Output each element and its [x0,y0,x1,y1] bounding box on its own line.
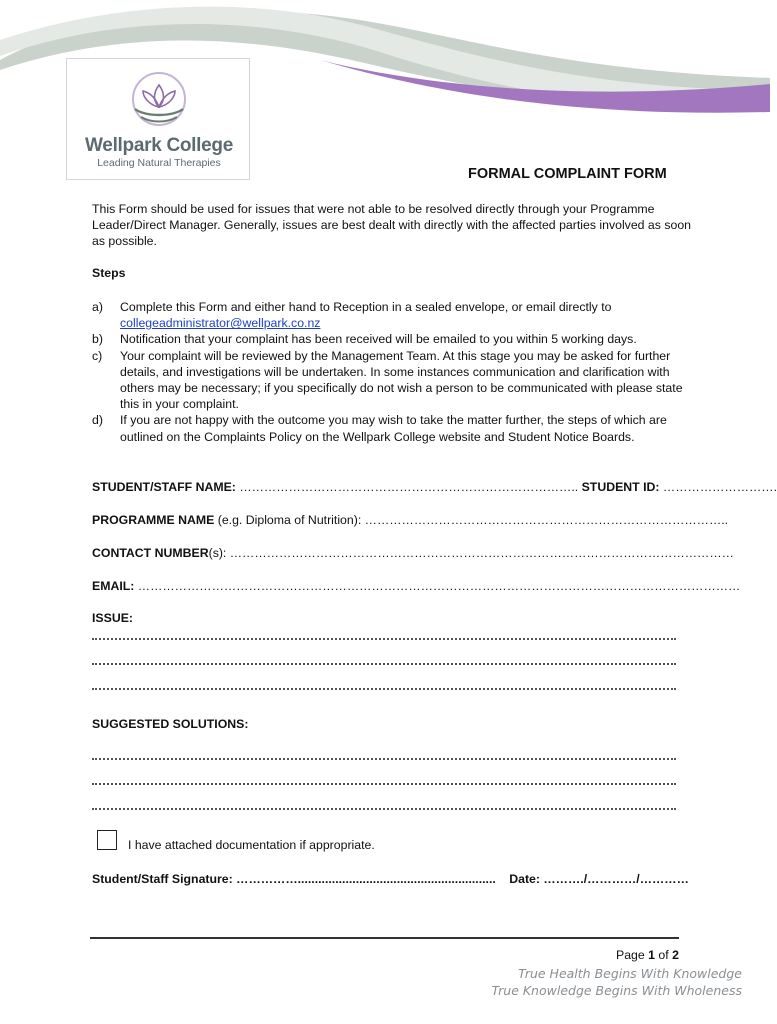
slogan-line-2: True Knowledge Begins With Wholeness [491,983,742,998]
issue-line[interactable] [92,626,676,640]
page-of: of [658,948,669,962]
footer-rule [90,937,679,939]
email-label: EMAIL: [92,579,135,593]
step-c [92,348,692,413]
date-field[interactable]: Date: ………./…………/………… [509,872,689,886]
solutions-label: SUGGESTED SOLUTIONS: [92,717,249,731]
step-marker: c) [92,348,103,363]
college-logo [66,58,250,180]
step-text: Notification that your complaint has been received will be emailed to you within 5 working days. [120,332,637,347]
solutions-line[interactable] [92,746,676,760]
page-current: 1 [648,948,655,962]
page-prefix: Page [616,948,645,962]
intro-paragraph: This Form should be used for issues that were not able to be resolved directly through your Programme Leader/Direct Manager. Generally, issues are best dealt with directly with the affected parties involved as soon as possible. [92,202,691,249]
steps-heading: Steps [92,266,126,280]
programme-label: PROGRAMME NAME [92,513,215,527]
student-id-field[interactable]: ………………………. [662,480,777,494]
slogan-line-1: True Health Begins With Knowledge [518,966,742,981]
student-id-label: STUDENT ID: [581,480,660,494]
step-text: Your complaint will be reviewed by the Management Team. At this stage you may be asked for further details, and investigations will be undertaken. In some instances communication and clarification with others may be necessary; if you specifically do not wish a person to be communicated with please state this in your complaint. [120,348,683,412]
steps-list [92,299,692,445]
step-a [92,299,692,331]
email-link[interactable]: collegeadministrator@wellpark.co.nz [120,316,321,331]
documentation-label: I have attached documentation if appropriate. [128,838,375,852]
step-b [92,331,692,347]
issue-line[interactable] [92,676,676,690]
step-marker: a) [92,300,103,314]
contact-field[interactable]: (s): …………………………………………………………………………………………………………… [208,546,734,560]
programme-field[interactable]: (e.g. Diploma of Nutrition): …………………………………………………………………………….. [217,513,729,527]
page-title: FORMAL COMPLAINT FORM [468,166,667,182]
solutions-line[interactable] [92,771,676,785]
logo-name: Wellpark College [85,135,233,156]
name-label: STUDENT/STAFF NAME: [92,480,236,494]
lotus-icon [119,71,199,131]
page-total: 2 [672,948,679,962]
step-text: If you are not happy with the outcome you may wish to take the matter further, the steps of which are outlined on the Complaints Policy on the Wellpark College website and Student Notice Boards. [120,413,667,444]
programme-row [92,513,729,527]
name-field[interactable]: ……………………………………………………………………….. [239,480,579,494]
contact-label: CONTACT NUMBER [92,546,209,560]
step-marker: b) [92,332,103,347]
documentation-checkbox[interactable] [97,830,117,850]
email-field[interactable]: ………………………………………………………………………………………………………………………………… [137,579,741,593]
solutions-line[interactable] [92,796,676,810]
email-row [92,579,741,593]
logo-tagline: Leading Natural Therapies [97,157,221,169]
step-text: Complete this Form and either hand to Reception in a sealed envelope, or email directly to [120,300,612,314]
signature-field[interactable]: Student/Staff Signature: …………….......................................................... [92,872,496,886]
signature-row [92,872,689,886]
name-row [92,480,777,494]
page-number [616,948,679,962]
issue-label: ISSUE: [92,611,133,625]
step-marker: d) [92,413,103,428]
issue-line[interactable] [92,651,676,665]
step-d [92,412,692,444]
contact-row [92,546,734,560]
